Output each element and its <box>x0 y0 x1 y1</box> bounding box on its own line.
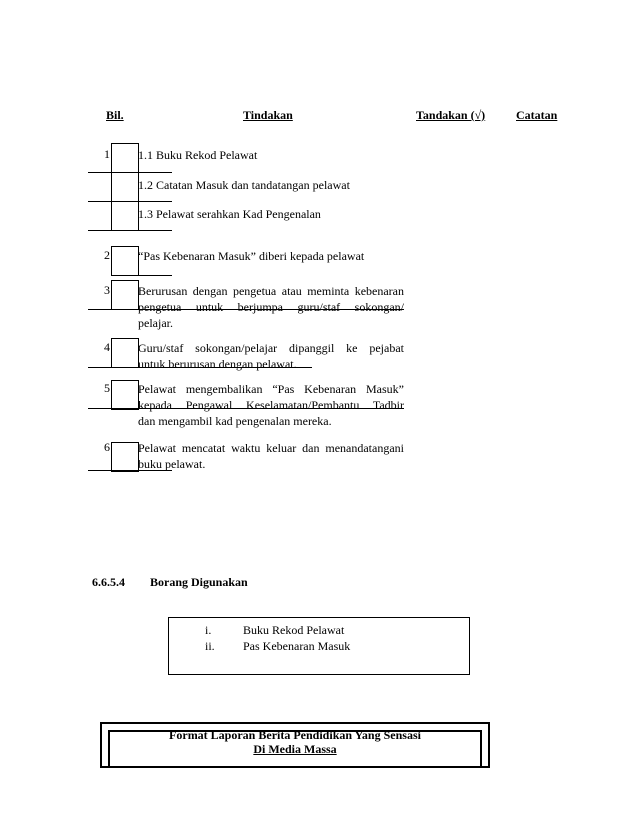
row-text: 1.2 Catatan Masuk dan tandatangan pelawat <box>138 178 350 192</box>
row-text: pelajar. <box>138 316 173 330</box>
section-title: Borang Digunakan <box>150 575 248 589</box>
row-text: Pelawat mencatat waktu keluar dan menandatangani <box>138 441 404 455</box>
form-name: Pas Kebenaran Masuk <box>243 639 351 653</box>
row-divider <box>88 408 404 409</box>
row-text: “Pas Kebenaran Masuk” diberi kepada pelawat <box>138 249 365 263</box>
form-index: i. <box>205 623 212 637</box>
banner-line-1: Format Laporan Berita Pendidikan Yang Sensasi <box>169 728 421 742</box>
row-divider <box>111 275 172 276</box>
row-text: buku pelawat. <box>138 457 206 471</box>
header-bil: Bil. <box>106 108 124 122</box>
row-divider <box>88 367 312 368</box>
row-divider <box>88 230 172 231</box>
row-text: untuk berurusan dengan pelawat. <box>138 357 297 371</box>
row-text: kepada Pengawal Keselamatan/Pembantu Tadbir <box>138 398 404 412</box>
form-index: ii. <box>205 639 215 653</box>
checkbox[interactable] <box>111 246 139 276</box>
row-text: Guru/staf sokongan/pelajar dipanggil ke pejabat <box>138 341 404 355</box>
row-number: 3 <box>104 283 110 297</box>
row-number: 6 <box>104 440 110 454</box>
checkbox[interactable] <box>111 380 139 410</box>
header-tandakan: Tandakan (√) <box>416 108 486 122</box>
checkbox[interactable] <box>111 338 139 368</box>
row-number: 2 <box>104 248 110 262</box>
header-catatan: Catatan <box>516 108 558 122</box>
banner-title <box>102 728 488 756</box>
row-number: 4 <box>104 340 110 354</box>
banner <box>100 722 490 768</box>
row-text: dan mengambil kad pengenalan mereka. <box>138 414 332 428</box>
row-divider <box>88 470 172 471</box>
row-text: 1.3 Pelawat serahkan Kad Pengenalan <box>138 207 321 221</box>
form-name: Buku Rekod Pelawat <box>243 623 345 637</box>
row-text: 1.1 Buku Rekod Pelawat <box>138 148 258 162</box>
row-text: pengetua untuk berjumpa guru/staf sokongan/ <box>138 300 404 314</box>
header-tindakan: Tindakan <box>243 108 293 122</box>
checkbox[interactable] <box>111 442 139 472</box>
row-divider <box>88 309 404 310</box>
row-text: Pelawat mengembalikan “Pas Kebenaran Masuk” <box>138 382 404 396</box>
checkbox[interactable] <box>111 280 139 310</box>
row-number: 1 <box>104 147 110 161</box>
banner-line-2: Di Media Massa <box>253 742 337 756</box>
section-number: 6.6.5.4 <box>92 575 125 589</box>
checkbox[interactable] <box>111 172 139 202</box>
row-number: 5 <box>104 381 110 395</box>
checkbox[interactable] <box>111 143 139 173</box>
checkbox[interactable] <box>111 201 139 231</box>
row-text: Berurusan dengan pengetua atau meminta kebenaran <box>138 284 404 298</box>
